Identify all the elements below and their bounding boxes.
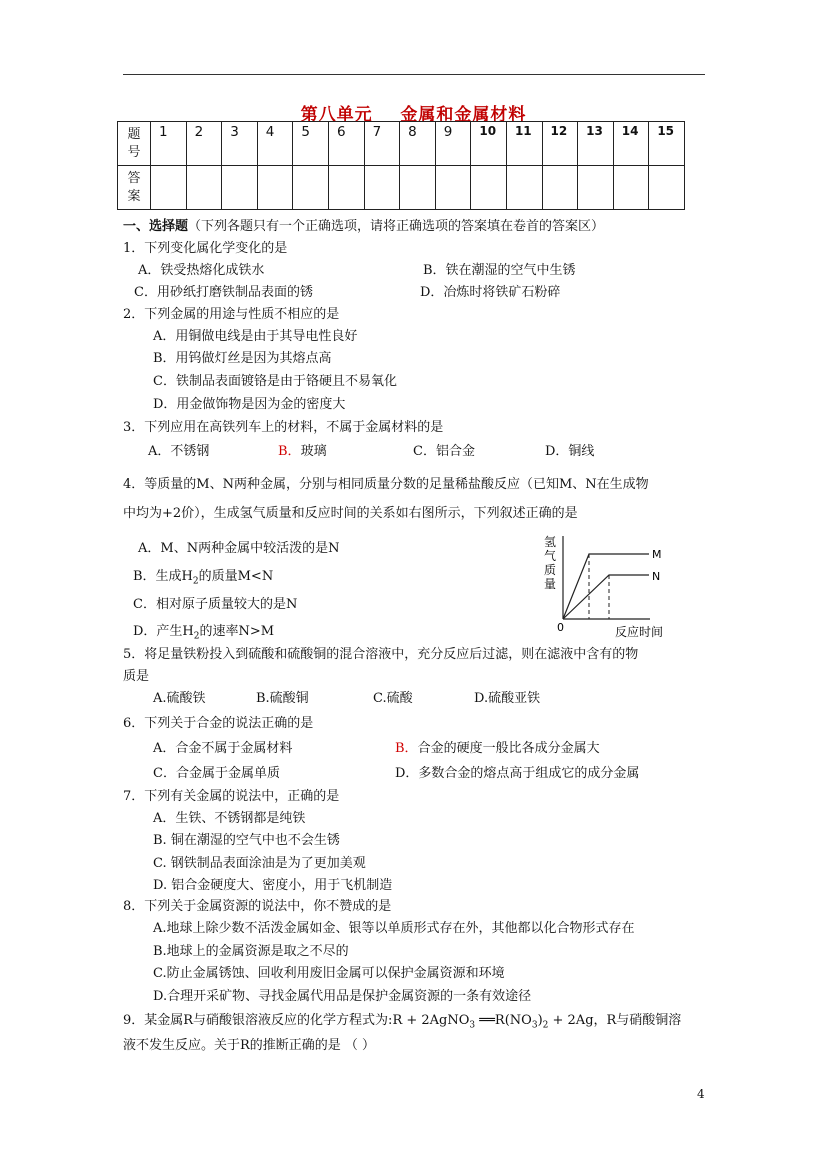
answer-cell[interactable] — [613, 166, 649, 210]
q3-option-a: A．不锈钢 — [148, 444, 210, 459]
q2-option-d: D．用金做饰物是因为金的密度大 — [153, 397, 346, 412]
question-number-cell: 11 — [506, 122, 542, 166]
q1-option-b: B．铁在潮湿的空气中生锈 — [423, 263, 576, 278]
page-title: 第八单元 金属和金属材料 — [300, 105, 527, 125]
question-number-cell: 4 — [257, 122, 293, 166]
q8-option-d: D.合理开采矿物、寻找金属代用品是保护金属资源的一条有效途径 — [153, 989, 532, 1004]
q9-stem-line2: 液不发生反应。关于R的推断正确的是 （ ） — [123, 1038, 376, 1053]
answer-cell[interactable] — [364, 166, 400, 210]
answer-cell[interactable] — [649, 166, 685, 210]
question-number-cell: 10 — [471, 122, 507, 166]
question-number-cell: 8 — [400, 122, 436, 166]
y-label-char: 量 — [544, 577, 557, 591]
section-heading: 一、选择题（下列各题只有一个正确选项，请将正确选项的答案填在卷首的答案区） — [123, 219, 605, 234]
question-number-cell: 14 — [613, 122, 649, 166]
question-number-cell: 9 — [435, 122, 471, 166]
answer-cell[interactable] — [257, 166, 293, 210]
answer-cell[interactable] — [328, 166, 364, 210]
header-rule — [123, 74, 705, 75]
answer-cell[interactable] — [578, 166, 614, 210]
origin-label: 0 — [557, 621, 564, 634]
y-label-char: 气 — [544, 549, 557, 563]
q8-option-a: A.地球上除少数不活泼金属如金、银等以单质形式存在外，其他都以化合物形式存在 — [153, 921, 635, 936]
q3-option-b: B．玻璃 — [278, 444, 327, 459]
q2-option-b: B．用钨做灯丝是因为其熔点高 — [153, 351, 332, 366]
q6-option-d: D．多数合金的熔点高于组成它的成分金属 — [395, 766, 640, 781]
q4-option-c: C．相对原子质量较大的是N — [133, 597, 298, 612]
q1-option-d: D．冶炼时将铁矿石粉碎 — [420, 285, 561, 300]
q6-option-a: A．合金不属于金属材料 — [153, 741, 293, 756]
q5-option-a: A.硫酸铁 — [153, 691, 206, 706]
answer-table — [117, 121, 685, 210]
question-number-cell: 6 — [328, 122, 364, 166]
q4-option-d: D．产生$H_2$的速率N>M — [133, 624, 275, 642]
q7-option-b: B. 铜在潮湿的空气中也不会生锈 — [153, 833, 340, 848]
answer-cell[interactable] — [471, 166, 507, 210]
question-number-cell: 13 — [578, 122, 614, 166]
row-label-answer: 答 案 — [118, 166, 151, 210]
curve-m — [563, 554, 649, 619]
q5-stem-line2: 质是 — [123, 669, 150, 684]
q2-option-a: A．用铜做电线是由于其导电性良好 — [153, 329, 358, 344]
label-m: M — [652, 548, 662, 561]
y-label-char: 质 — [544, 563, 557, 577]
page-number: 4 — [697, 1087, 705, 1101]
q8-option-b: B.地球上的金属资源是取之不尽的 — [153, 944, 349, 959]
answer-cell[interactable] — [293, 166, 329, 210]
q6-stem: 6．下列关于合金的说法正确的是 — [123, 716, 314, 731]
answer-cell[interactable] — [186, 166, 222, 210]
q5-option-b: B.硫酸铜 — [256, 691, 309, 706]
question-number-cell: 12 — [542, 122, 578, 166]
q3-option-d: D．铜线 — [545, 444, 595, 459]
q6-option-c: C．合金属于金属单质 — [153, 766, 280, 781]
q5-option-d: D.硫酸亚铁 — [474, 691, 541, 706]
answer-cell[interactable] — [506, 166, 542, 210]
q2-stem: 2．下列金属的用途与性质不相应的是 — [123, 307, 340, 322]
q5-option-c: C.硫酸 — [373, 691, 413, 706]
q1-option-a: A．铁受热熔化成铁水 — [138, 263, 265, 278]
question-number-cell: 7 — [364, 122, 400, 166]
q3-option-c: C．铝合金 — [413, 444, 475, 459]
answer-cell[interactable] — [542, 166, 578, 210]
row-label-number: 题 号 — [118, 122, 151, 166]
hydrogen-time-graph — [540, 530, 700, 642]
q4-stem-line2: 中均为+2价），生成氢气质量和反应时间的关系如右图所示，下列叙述正确的是 — [123, 506, 578, 521]
q4-stem-line1: 4．等质量的M、N两种金属，分别与相同质量分数的足量稀盐酸反应（已知M、N在生成物 — [123, 477, 649, 492]
answer-cell[interactable] — [151, 166, 187, 210]
question-number-cell: 3 — [222, 122, 258, 166]
q4-option-a: A．M、N两种金属中较活泼的是N — [138, 541, 340, 556]
q7-option-d: D. 铝合金硬度大、密度小，用于飞机制造 — [153, 878, 393, 893]
answer-cell[interactable] — [222, 166, 258, 210]
q5-stem-line1: 5．将足量铁粉投入到硫酸和硫酸铜的混合溶液中，充分反应后过滤，则在滤液中含有的物 — [123, 647, 639, 662]
q1-option-c: C．用砂纸打磨铁制品表面的锈 — [134, 285, 313, 300]
q4-option-b: B．生成$H_2$的质量M<N — [133, 569, 274, 587]
q8-option-c: C.防止金属锈蚀、回收利用废旧金属可以保护金属资源和环境 — [153, 966, 505, 981]
q6-option-b: B．合金的硬度一般比各成分金属大 — [395, 741, 600, 756]
q7-option-a: A．生铁、不锈钢都是纯铁 — [153, 811, 306, 826]
y-axis-label — [544, 535, 556, 591]
q3-stem: 3．下列应用在高铁列车上的材料，不属于金属材料的是 — [123, 420, 444, 435]
q8-stem: 8．下列关于金属资源的说法中，你不赞成的是 — [123, 899, 392, 914]
label-n: N — [652, 570, 661, 583]
y-label-char: 氢 — [544, 535, 557, 549]
q7-stem: 7．下列有关金属的说法中，正确的是 — [123, 789, 340, 804]
q2-option-c: C．铁制品表面镀铬是由于铬硬且不易氧化 — [153, 374, 397, 389]
q1-stem: 1．下列变化属化学变化的是 — [123, 241, 288, 256]
answer-cell[interactable] — [400, 166, 436, 210]
question-number-cell: 2 — [186, 122, 222, 166]
question-number-cell: 1 — [151, 122, 187, 166]
answer-cell[interactable] — [435, 166, 471, 210]
q7-option-c: C. 钢铁制品表面涂油是为了更加美观 — [153, 856, 366, 871]
table-row — [118, 166, 685, 210]
question-number-cell: 5 — [293, 122, 329, 166]
question-number-cell: 15 — [649, 122, 685, 166]
q9-stem-line1: 9．某金属R与硝酸银溶液反应的化学方程式为:R + 2AgNO$_3$ $══R(NO_3)_2 + 2Ag$，R与硝酸铜溶 — [123, 1013, 682, 1031]
curve-n — [563, 575, 649, 619]
table-row — [118, 122, 685, 166]
x-axis-label: 反应时间 — [615, 625, 664, 639]
